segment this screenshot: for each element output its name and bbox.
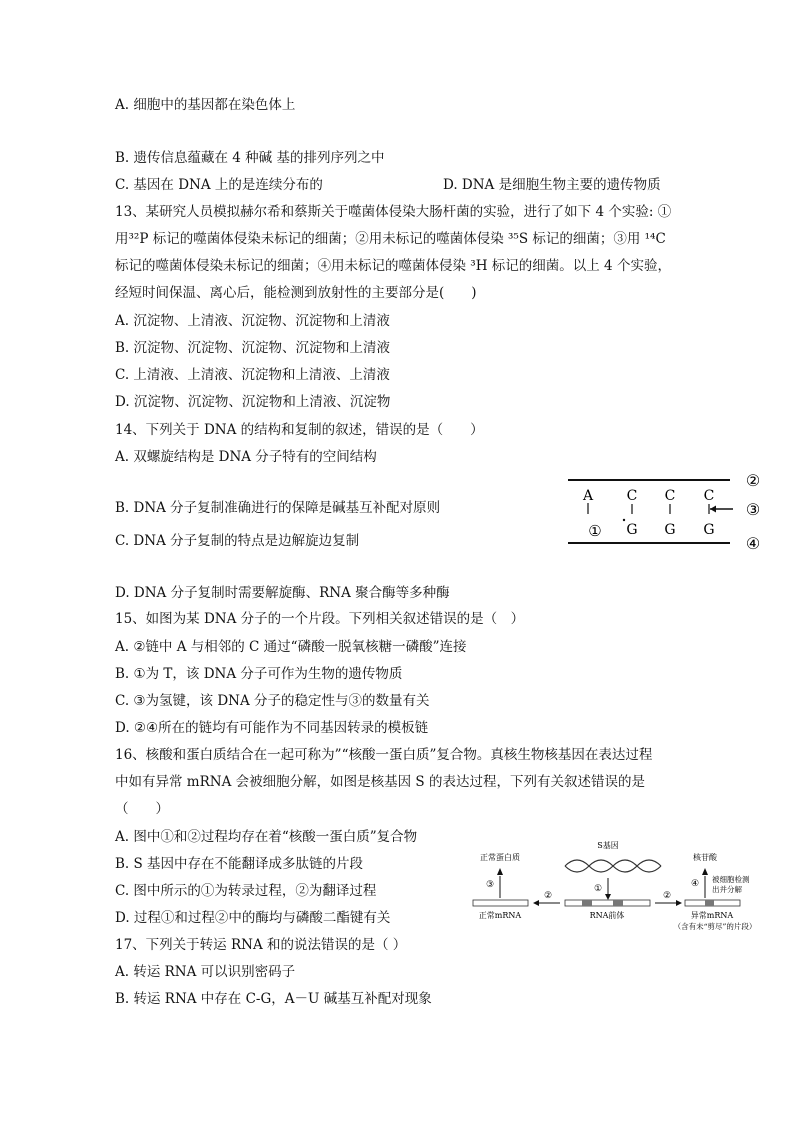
bottom-base-g2: G bbox=[664, 522, 676, 538]
rna-precursor-label: RNA前体 bbox=[589, 911, 625, 920]
dna-fragment-figure bbox=[560, 468, 775, 553]
text-line-l9: B. 沉淀物、沉淀物、沉淀物、沉淀物和上清液 bbox=[115, 340, 391, 356]
step-2-right: ② bbox=[662, 891, 672, 901]
degrade-note-1: 被细胞检测 bbox=[712, 875, 750, 884]
s-gene-label: S基因 bbox=[597, 841, 619, 850]
bottom-base-g1: G bbox=[626, 522, 638, 538]
text-line-l21: D. ②④所在的链均有可能作为不同基因转录的模板链 bbox=[115, 720, 429, 736]
step-4: ④ bbox=[690, 879, 700, 889]
text-line-l15: C. DNA 分子复制的特点是边解旋边复制 bbox=[115, 533, 360, 549]
text-line-l26: B. S 基因中存在不能翻译成多肽链的片段 bbox=[115, 856, 364, 872]
text-line-l29: 17、下列关于转运 RNA 和的说法错误的是（ ） bbox=[115, 937, 407, 953]
normal-mrna-label: 正常mRNA bbox=[478, 911, 522, 920]
text-line-l12: 14、下列关于 DNA 的结构和复制的叙述，错误的是（ ） bbox=[115, 422, 484, 438]
step-2-left: ② bbox=[543, 891, 553, 901]
top-base-c3: C bbox=[703, 488, 715, 504]
text-line-l23: 中如有异常 mRNA 会被细胞分解，如图是核基因 S 的表达过程，下列有关叙述错误的是 bbox=[115, 774, 645, 790]
text-line-l16: D. DNA 分子复制时需要解旋酶、RNA 聚合酶等多种酶 bbox=[115, 585, 450, 601]
text-line-l30: A. 转运 RNA 可以识别密码子 bbox=[115, 964, 296, 980]
fig-label-1: ① bbox=[588, 522, 602, 540]
top-base-c1: C bbox=[626, 488, 638, 504]
normal-protein-label: 正常蛋白质 bbox=[480, 853, 520, 862]
text-line-l3b: D. DNA 是细胞生物主要的遗传物质 bbox=[443, 177, 661, 193]
text-line-l20: C. ③为氢键，该 DNA 分子的稳定性与③的数量有关 bbox=[115, 693, 430, 709]
text-line-l1: A. 细胞中的基因都在染色体上 bbox=[115, 97, 296, 113]
nucleotide-label: 核苷酸 bbox=[693, 853, 717, 862]
fig-label-3: ③ bbox=[745, 500, 761, 519]
text-line-l22: 16、核酸和蛋白质结合在一起可称为”“核酸一蛋白质”复合物。真核生物核基因在表达过程 bbox=[115, 747, 653, 763]
fig-label-4: ④ bbox=[745, 534, 761, 553]
top-base-a: A bbox=[582, 488, 594, 504]
text-line-l14: B. DNA 分子复制准确进行的保障是碱基互补配对原则 bbox=[115, 500, 441, 516]
text-line-l24: （ ） bbox=[115, 801, 169, 817]
text-line-l11: D. 沉淀物、沉淀物、沉淀物和上清液、沉淀物 bbox=[115, 394, 391, 410]
abnormal-mrna-label: 异常mRNA bbox=[690, 911, 734, 920]
text-line-l19: B. ①为 T，该 DNA 分子可作为生物的遗传物质 bbox=[115, 666, 403, 682]
degrade-note-2: 出并分解 bbox=[712, 885, 742, 894]
bottom-base-g3: G bbox=[703, 522, 715, 538]
text-line-l10: C. 上清液、上清液、沉淀物和上清液、上清液 bbox=[115, 367, 390, 383]
top-base-c2: C bbox=[664, 488, 676, 504]
text-line-l13: A. 双螺旋结构是 DNA 分子特有的空间结构 bbox=[115, 449, 377, 465]
text-line-l5: 用³²P 标记的噬菌体侵染未标记的细菌；②用未标记的噬菌体侵染 ³⁵S 标记的细菌；③用 ¹⁴C bbox=[115, 231, 666, 247]
text-line-l3a: C. 基因在 DNA 上的是连续分布的 bbox=[115, 177, 323, 193]
fig-label-2: ② bbox=[745, 471, 761, 490]
text-line-l28: D. 过程①和过程②中的酶均与磷酸二酯键有关 bbox=[115, 910, 391, 926]
text-line-l7: 经短时间保温、离心后，能检测到放射性的主要部分是( ) bbox=[115, 285, 477, 301]
gene-expression-figure bbox=[465, 838, 785, 933]
text-line-l17: 15、如图为某 DNA 分子的一个片段。下列相关叙述错误的是（ ） bbox=[115, 611, 525, 627]
step-1: ① bbox=[593, 884, 603, 894]
text-line-l8: A. 沉淀物、上清液、沉淀物、沉淀物和上清液 bbox=[115, 313, 390, 329]
step-3: ③ bbox=[485, 880, 495, 890]
text-line-l4: 13、某研究人员模拟赫尔希和蔡斯关于噬菌体侵染大肠杆菌的实验，进行了如下 4 个实验: ① bbox=[115, 204, 672, 220]
abnormal-note: （含有未“剪尽”的片段） bbox=[673, 922, 757, 931]
text-line-l27: C. 图中所示的①为转录过程，②为翻译过程 bbox=[115, 883, 377, 899]
text-line-l25: A. 图中①和②过程均存在着“核酸一蛋白质”复合物 bbox=[115, 829, 418, 845]
text-line-l31: B. 转运 RNA 中存在 C-G，A－U 碱基互补配对现象 bbox=[115, 991, 432, 1007]
text-line-l2: B. 遗传信息蕴藏在 4 种碱 基的排列序列之中 bbox=[115, 150, 385, 166]
text-line-l6: 标记的噬菌体侵染未标记的细菌；④用未标记的噬菌体侵染 ³H 标记的细菌。以上 4 个实验， bbox=[115, 258, 671, 274]
text-line-l18: A. ②链中 A 与相邻的 C 通过“磷酸一脱氧核糖一磷酸”连接 bbox=[115, 639, 467, 655]
